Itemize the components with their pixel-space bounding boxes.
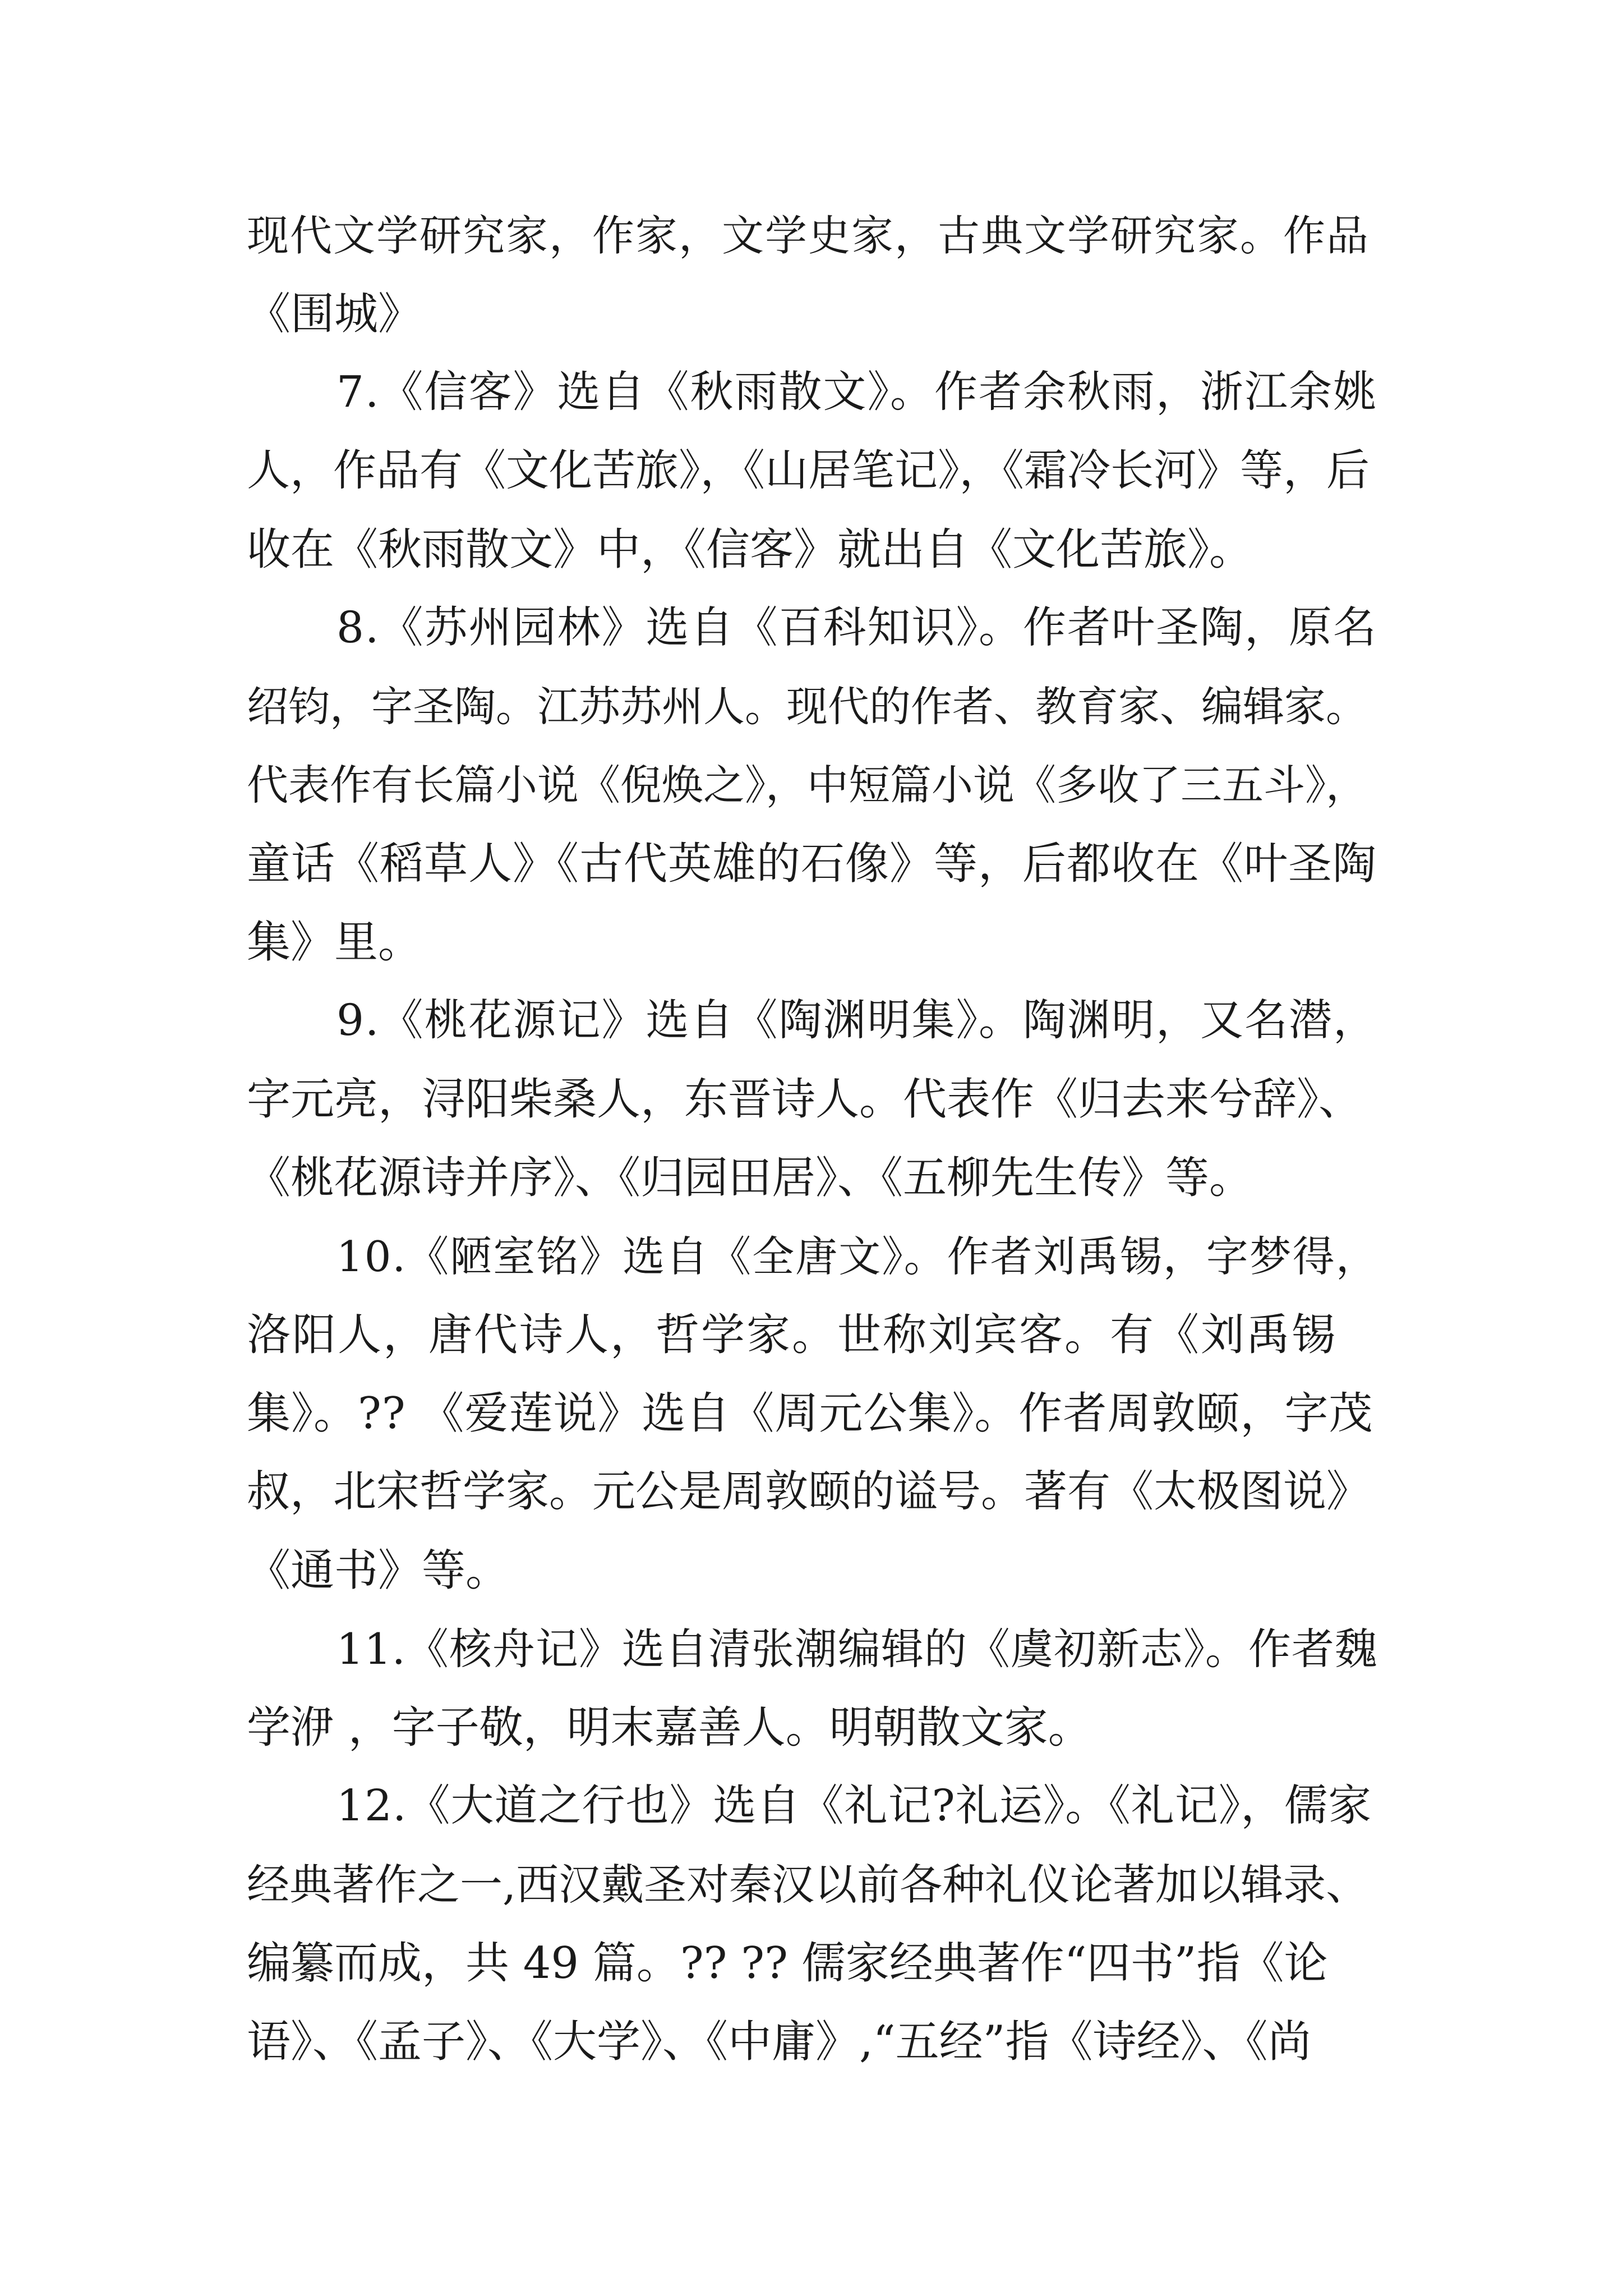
text-line-1: 现代文学研究家，作家，文学史家，古典文学研究家。作品: [247, 211, 1370, 260]
text-line-24: 语》、《孟子》、《大学》、《中庸》,“五经”指《诗经》、《尚: [247, 2017, 1312, 2067]
text-line-16: 集》。?? 《爱莲说》选自《周元公集》。作者周敦颐，字茂: [247, 1388, 1373, 1439]
text-line-5: 收在《秋雨散文》中，《信客》就出自《文化苦旅》。: [247, 524, 1253, 575]
text-line-9: 童话《稻草人》《古代英雄的石像》等，后都收在《叶圣陶: [247, 839, 1377, 889]
text-line-14: 10.《陋室铭》选自《全唐文》。作者刘禹锡，字梦得，: [336, 1232, 1379, 1281]
text-line-21: 12.《大道之行也》选自《礼记?礼运》。《礼记》，儒家: [336, 1781, 1372, 1831]
text-line-12: 字元亮，浔阳柴桑人，东晋诗人。代表作《归去来兮辞》、: [247, 1074, 1363, 1125]
text-line-2: 《围城》: [247, 289, 422, 339]
text-line-23: 编纂而成，共 49 篇。?? ?? 儒家经典著作“四书”指《论: [247, 1938, 1328, 1989]
text-line-6: 8.《苏州园林》选自《百科知识》。作者叶圣陶，原名: [336, 603, 1377, 653]
text-line-7: 绍钧，字圣陶。江苏苏州人。现代的作者、教育家、编辑家。: [247, 683, 1367, 731]
text-line-4: 人，作品有《文化苦旅》，《山居笔记》，《霜冷长河》等，后: [247, 446, 1370, 496]
text-line-15: 洛阳人，唐代诗人，哲学家。世称刘宾客。有《刘禹锡: [247, 1310, 1338, 1360]
text-line-8: 代表作有长篇小说《倪焕之》，中短篇小说《多收了三五斗》，: [247, 761, 1367, 809]
text-line-20: 学洢 ，字子敬，明末嘉善人。明朝散文家。: [247, 1703, 1092, 1753]
text-line-17: 叔，北宋哲学家。元公是周敦颐的谥号。著有《太极图说》: [247, 1467, 1370, 1517]
text-line-10: 集》里。: [247, 917, 422, 968]
text-line-19: 11.《核舟记》选自清张潮编辑的《虞初新志》。作者魏: [336, 1624, 1378, 1674]
text-line-3: 7.《信客》选自《秋雨散文》。作者余秋雨，浙江余姚: [336, 367, 1377, 417]
text-line-13: 《桃花源诗并序》、《归园田居》、《五柳先生传》等。: [247, 1153, 1253, 1203]
text-line-18: 《通书》等。: [247, 1545, 510, 1596]
text-line-11: 9.《桃花源记》选自《陶渊明集》。陶渊明，又名潜，: [336, 996, 1377, 1046]
text-line-22: 经典著作之一,西汉戴圣对秦汉以前各种礼仪论著加以辑录、: [247, 1860, 1369, 1910]
